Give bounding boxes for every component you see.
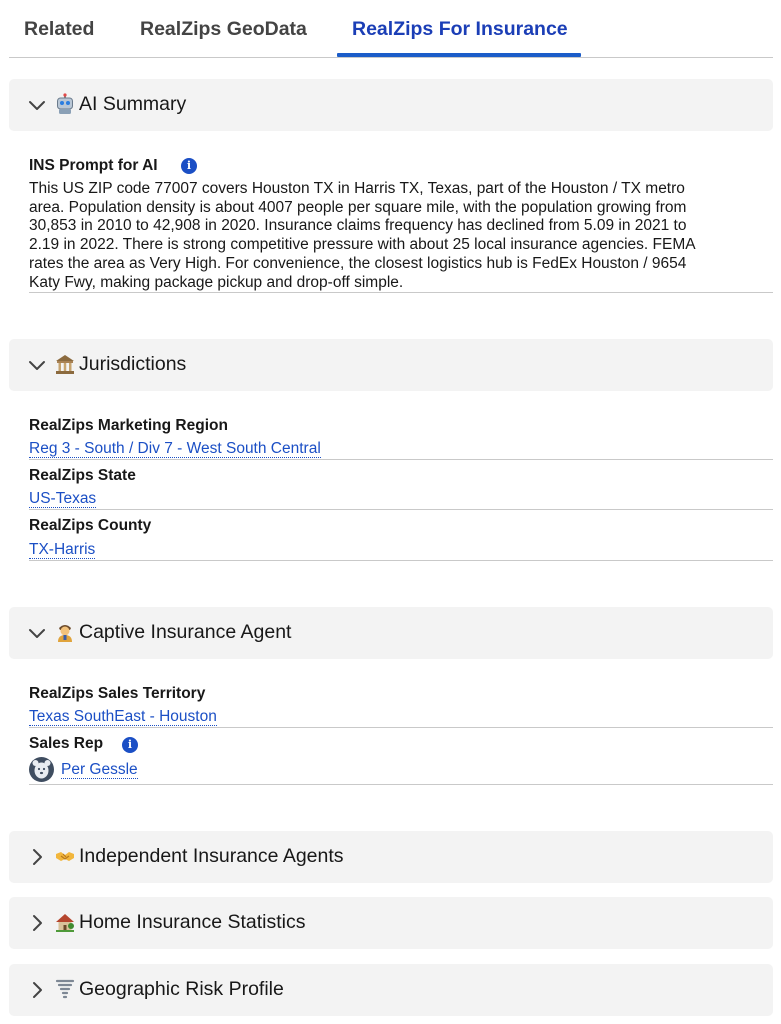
county-link[interactable]: TX-Harris [29, 541, 96, 558]
chevron-down-icon [27, 355, 47, 375]
ins-prompt-label: INS Prompt for AI [29, 157, 158, 174]
section-title-geo-risk: Geographic Risk Profile [79, 978, 284, 1000]
handshake-icon [55, 845, 75, 867]
state-link[interactable]: US-Texas [29, 490, 97, 507]
marketing-region-link[interactable]: Reg 3 - South / Div 7 - West South Central [29, 440, 321, 457]
section-header-home-stats[interactable] [9, 897, 773, 949]
tab-related[interactable]: Related [24, 18, 95, 40]
house-icon [55, 911, 75, 933]
courthouse-icon [55, 353, 75, 375]
section-header-captive-agent[interactable] [9, 607, 773, 659]
active-tab-indicator [337, 53, 581, 57]
sales-rep-link[interactable]: Per Gessle [61, 761, 138, 778]
section-header-independent-agents[interactable] [9, 831, 773, 883]
section-header-geo-risk[interactable] [9, 964, 773, 1016]
section-title-jurisdictions: Jurisdictions [79, 353, 187, 375]
info-icon[interactable]: i [122, 737, 138, 753]
tab-realzips-for-insurance[interactable]: RealZips For Insurance [352, 18, 568, 40]
section-header-jurisdictions[interactable] [9, 339, 773, 391]
chevron-right-icon [27, 980, 47, 1000]
state-label: RealZips State [29, 467, 136, 484]
chevron-down-icon [27, 623, 47, 643]
section-header-ai-summary[interactable] [9, 79, 773, 131]
agent-icon [55, 621, 75, 643]
field-divider [29, 784, 773, 785]
ins-prompt-text: This US ZIP code 77007 covers Houston TX in Harris TX, Texas, part of the Houston / TX metro area. Population density is about 4007 people per square mile, with the population growing from 30,853 in 2010 to 42,908 in 2020. Insurance claims frequency has declined from 5.09 in 2021 to 2.19 in 2022. There is strong competitive pressure with about 25 local insurance agencies. FEMA rates the area as Very High. For convenience, the closest logistics hub is FedEx Houston / 9654 Katy Fwy, making package pickup and drop-off simple. [29, 180, 696, 291]
user-avatar-icon[interactable] [29, 757, 54, 782]
section-title-independent-agents: Independent Insurance Agents [79, 845, 344, 867]
field-divider [29, 509, 773, 510]
chevron-right-icon [27, 913, 47, 933]
chevron-down-icon [27, 95, 47, 115]
county-label: RealZips County [29, 517, 152, 534]
sales-territory-link[interactable]: Texas SouthEast - Houston [29, 708, 217, 725]
tornado-icon [55, 978, 75, 1000]
sales-rep-label: Sales Rep [29, 735, 104, 752]
field-divider [29, 459, 773, 460]
section-title-captive-agent: Captive Insurance Agent [79, 621, 292, 643]
marketing-region-label: RealZips Marketing Region [29, 417, 228, 434]
field-divider [29, 292, 773, 293]
sales-territory-label: RealZips Sales Territory [29, 685, 206, 702]
section-title-ai-summary: AI Summary [79, 93, 187, 115]
tab-realzips-geodata[interactable]: RealZips GeoData [140, 18, 307, 40]
tab-bar [9, 0, 773, 58]
info-icon[interactable]: i [181, 158, 197, 174]
field-divider [29, 727, 773, 728]
robot-icon [55, 93, 75, 115]
section-title-home-stats: Home Insurance Statistics [79, 911, 306, 933]
field-divider [29, 560, 773, 561]
chevron-right-icon [27, 847, 47, 867]
